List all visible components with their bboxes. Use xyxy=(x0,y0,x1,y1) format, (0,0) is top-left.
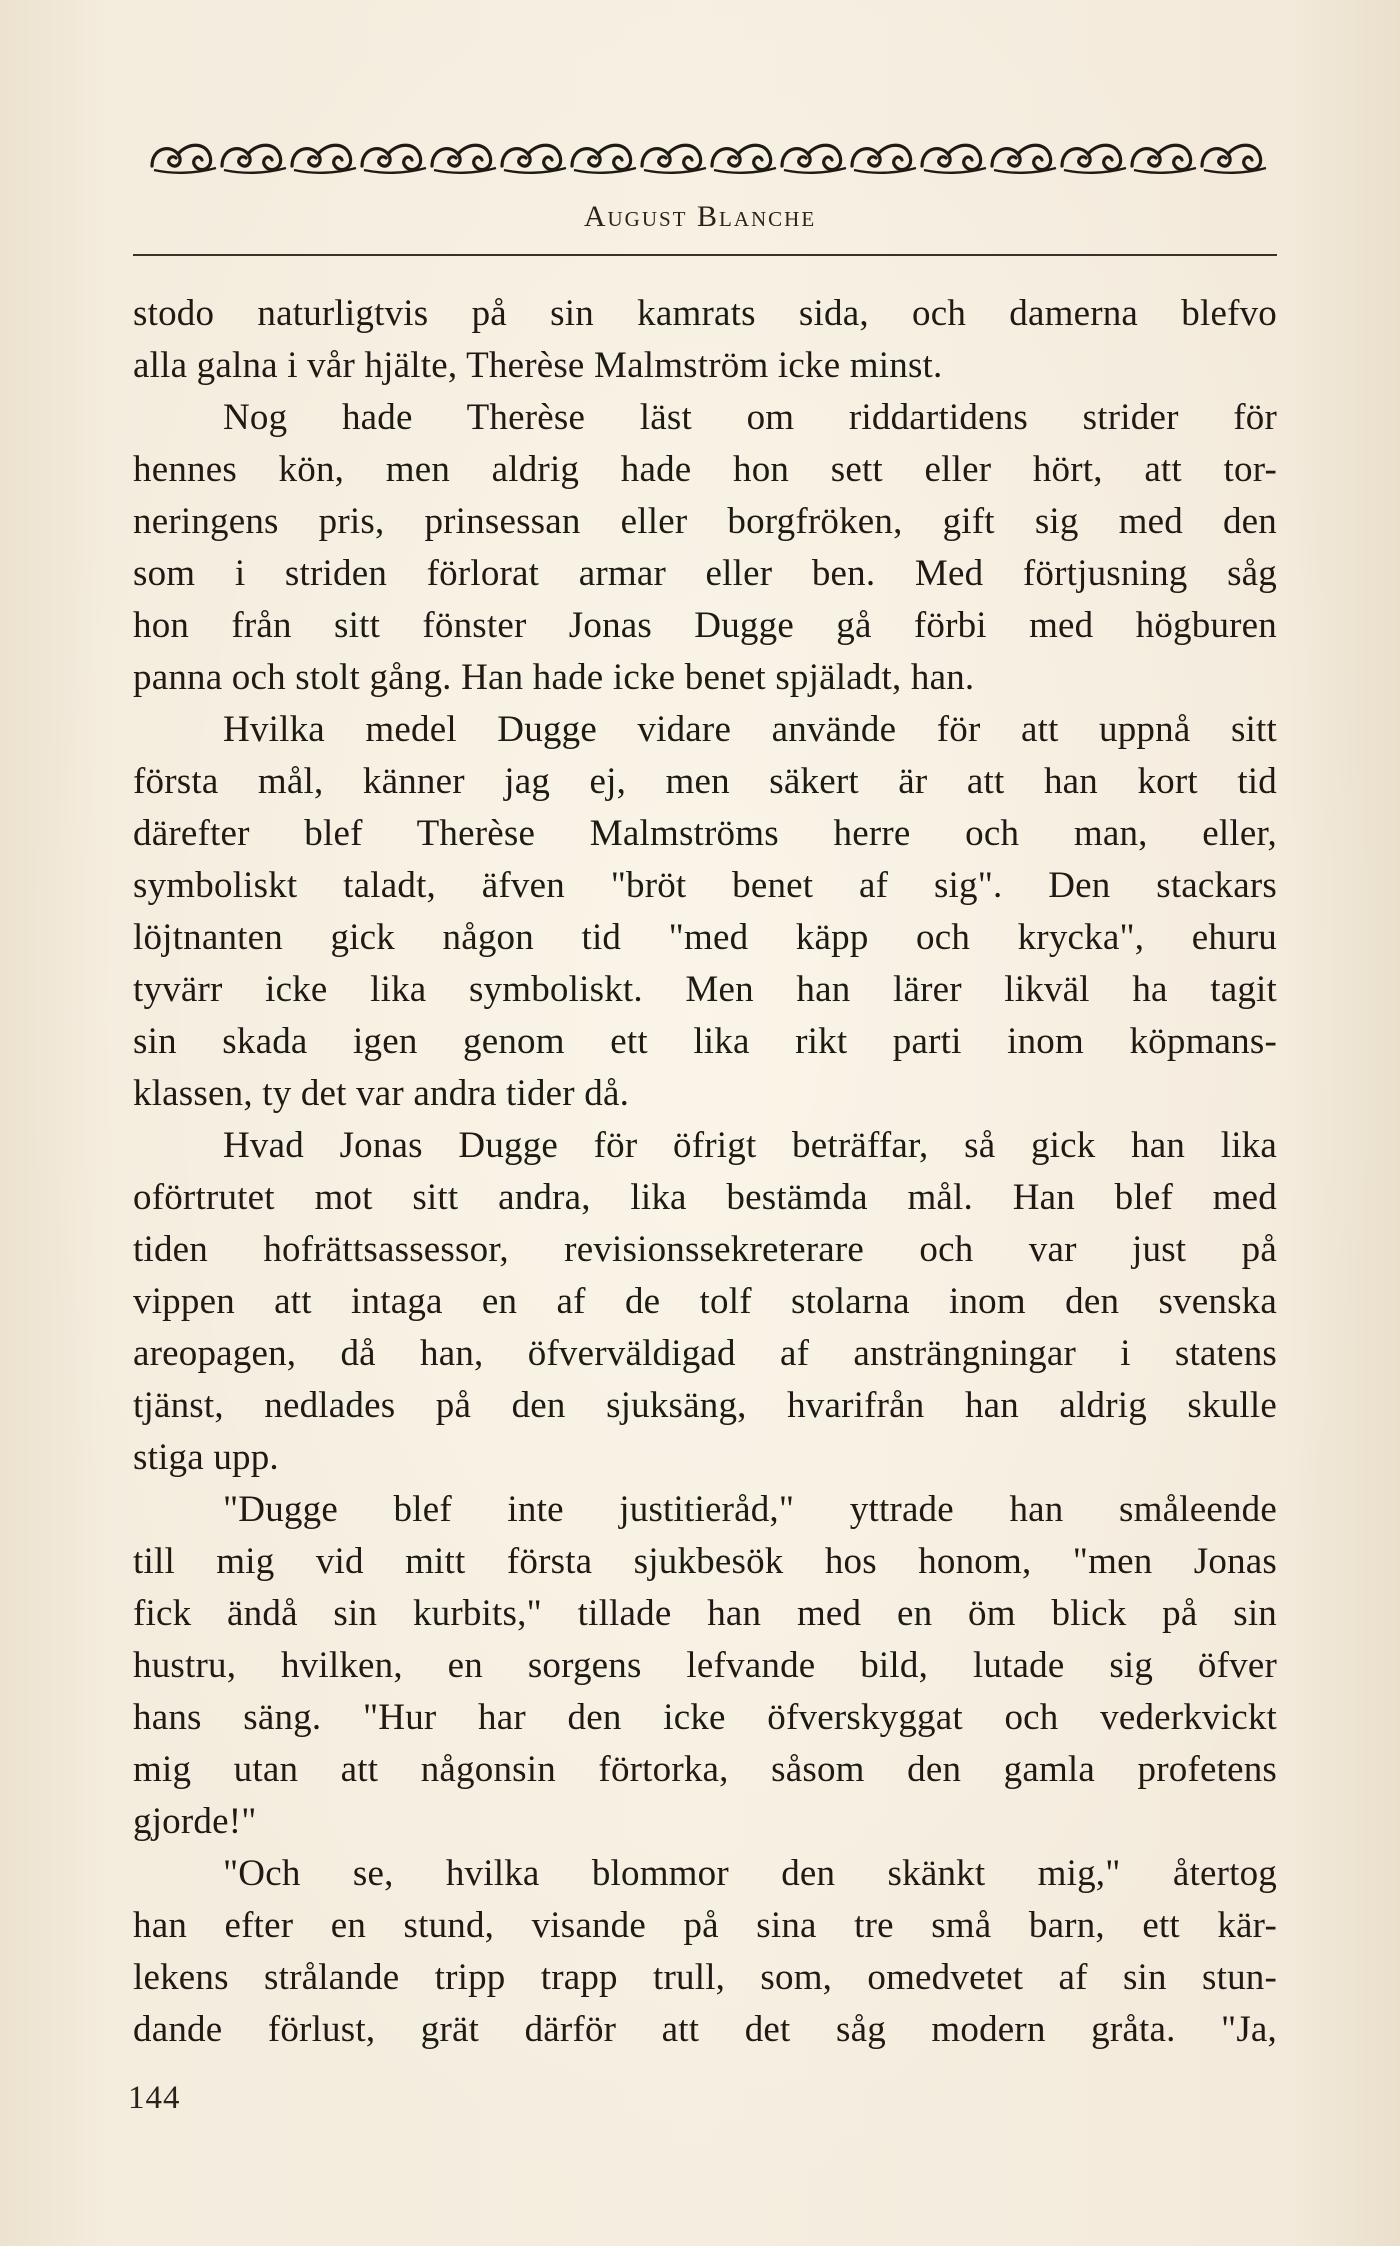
text-line: hennes kön, men aldrig hade hon sett eller hört, att tor- xyxy=(133,449,1277,490)
text-line: till mig vid mitt första sjukbesök hos honom, "men Jonas xyxy=(133,1541,1277,1582)
text-line: fick ändå sin kurbits," tillade han med en öm blick på sin xyxy=(133,1593,1277,1634)
text-line: hon från sitt fönster Jonas Dugge gå förbi med högburen xyxy=(133,605,1277,646)
text-line: löjtnanten gick någon tid "med käpp och krycka", ehuru xyxy=(133,917,1277,958)
text-line: oförtrutet mot sitt andra, lika bestämda mål. Han blef med xyxy=(133,1177,1277,1218)
text-line: dande förlust, grät därför att det såg modern gråta. "Ja, xyxy=(133,2009,1277,2050)
text-line: klassen, ty det var andra tider då. xyxy=(133,1073,630,1114)
text-line: han efter en stund, visande på sina tre små barn, ett kär- xyxy=(133,1905,1277,1946)
text-line: sin skada igen genom ett lika rikt parti inom köpmans- xyxy=(133,1021,1277,1062)
text-line: "Och se, hvilka blommor den skänkt mig," återtog xyxy=(223,1853,1277,1894)
text-line: första mål, känner jag ej, men säkert är att han kort tid xyxy=(133,761,1277,802)
text-line: stiga upp. xyxy=(133,1437,279,1478)
running-head-author: August Blanche xyxy=(583,200,817,233)
text-line: lekens strålande tripp trapp trull, som, omedvetet af sin stun- xyxy=(133,1957,1277,1998)
text-line: alla galna i vår hjälte, Therèse Malmström icke minst. xyxy=(133,345,943,386)
text-line: mig utan att någonsin förtorka, såsom den gamla profetens xyxy=(133,1749,1277,1790)
text-line: tjänst, nedlades på den sjuksäng, hvarifrån han aldrig skulle xyxy=(133,1385,1277,1426)
text-line: tyvärr icke lika symboliskt. Men han lärer likväl ha tagit xyxy=(133,969,1277,1010)
text-line: hans säng. "Hur har den icke öfverskyggat och vederkvickt xyxy=(133,1697,1277,1738)
header-rule xyxy=(133,254,1277,256)
text-line: hustru, hvilken, en sorgens lefvande bild, lutade sig öfver xyxy=(133,1645,1277,1686)
text-line: Hvad Jonas Dugge för öfrigt beträffar, så gick han lika xyxy=(223,1125,1277,1166)
text-line: som i striden förlorat armar eller ben. Med förtjusning såg xyxy=(133,553,1277,594)
text-line: vippen att intaga en af de tolf stolarna inom den svenska xyxy=(133,1281,1277,1322)
text-line: panna och stolt gång. Han hade icke benet spjäladt, han. xyxy=(133,657,975,698)
text-line: Hvilka medel Dugge vidare använde för att uppnå sitt xyxy=(223,709,1277,750)
text-line: neringens pris, prinsessan eller borgfröken, gift sig med den xyxy=(133,501,1277,542)
scroll-border-ornament-icon xyxy=(148,136,1273,178)
body-text xyxy=(133,288,1277,2056)
text-line: stodo naturligtvis på sin kamrats sida, och damerna blefvo xyxy=(133,293,1277,334)
text-line: symboliskt taladt, äfven "bröt benet af sig". Den stackars xyxy=(133,865,1277,906)
text-line: gjorde!" xyxy=(133,1801,257,1842)
text-line: tiden hofrättsassessor, revisionssekreterare och var just på xyxy=(133,1229,1277,1270)
text-line: därefter blef Therèse Malmströms herre och man, eller, xyxy=(133,813,1277,854)
text-line: areopagen, då han, öfverväldigad af ansträngningar i statens xyxy=(133,1333,1277,1374)
text-line: Nog hade Therèse läst om riddartidens strider för xyxy=(223,397,1277,438)
page-number: 144 xyxy=(128,2080,181,2116)
text-line: "Dugge blef inte justitieråd," yttrade han småleende xyxy=(223,1489,1277,1530)
